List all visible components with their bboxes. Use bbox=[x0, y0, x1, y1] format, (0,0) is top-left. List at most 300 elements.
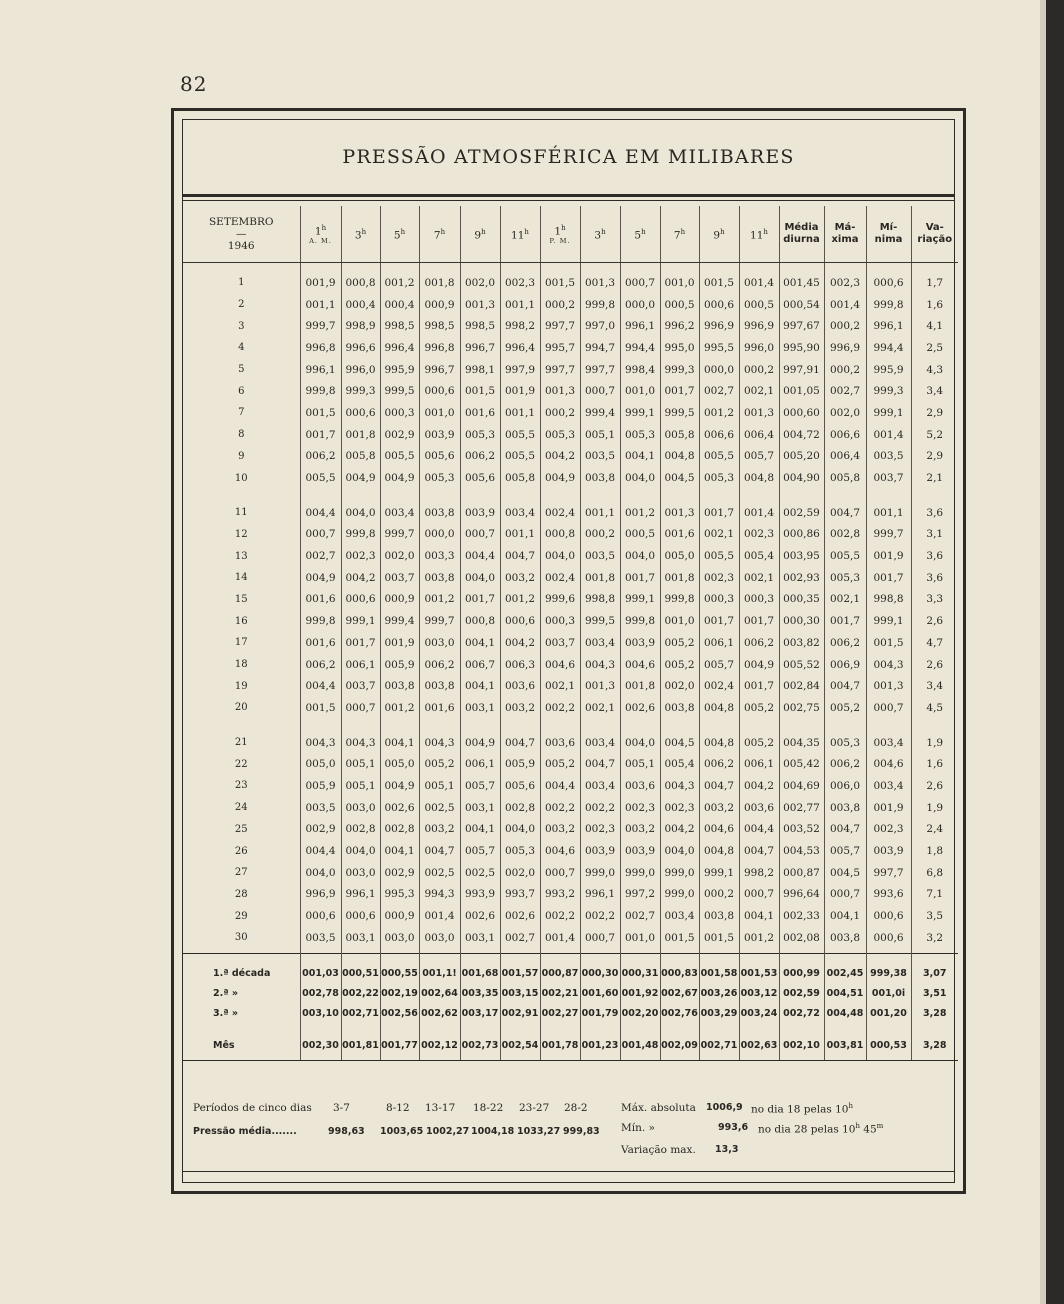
summary-cell: 003,35 bbox=[460, 984, 500, 1004]
table-cell: 004,3 bbox=[341, 723, 380, 754]
variation-label: Variação max. bbox=[621, 1144, 696, 1156]
table-cell: 004,6 bbox=[540, 840, 580, 862]
table-cell: 004,1 bbox=[380, 840, 419, 862]
table-cell: 4,3 bbox=[911, 359, 958, 381]
table-cell: 005,1 bbox=[620, 753, 660, 775]
table-cell: 005,0 bbox=[380, 753, 419, 775]
table-row bbox=[183, 654, 958, 676]
table-cell: 005,1 bbox=[341, 753, 380, 775]
table-cell: 001,9 bbox=[866, 797, 911, 819]
table-cell: 002,5 bbox=[460, 862, 500, 884]
summary-cell: 000,53 bbox=[866, 1024, 911, 1061]
table-cell: 002,0 bbox=[500, 862, 540, 884]
table-cell: 000,54 bbox=[779, 294, 824, 316]
table-cell: 002,9 bbox=[380, 424, 419, 446]
table-cell: 002,3 bbox=[824, 263, 866, 294]
summary-cell: 001,60 bbox=[580, 984, 620, 1004]
table-cell: 004,4 bbox=[300, 493, 341, 524]
table-cell: 996,7 bbox=[419, 359, 460, 381]
summary-cell: 001,03 bbox=[300, 953, 341, 984]
table-cell: 006,2 bbox=[460, 446, 500, 468]
table-cell: 006,2 bbox=[300, 654, 341, 676]
day-number: 11 bbox=[234, 507, 248, 519]
table-cell: 003,9 bbox=[419, 424, 460, 446]
table-cell: 005,8 bbox=[500, 467, 540, 493]
table-cell: 002,7 bbox=[500, 927, 540, 953]
table-cell: 001,5 bbox=[660, 927, 699, 953]
table-cell: 002,2 bbox=[540, 905, 580, 927]
day-number: 26 bbox=[234, 845, 248, 857]
table-cell: 000,6 bbox=[500, 610, 540, 632]
table-cell: 004,8 bbox=[699, 697, 739, 723]
summary-cell: 3,28 bbox=[911, 1004, 958, 1024]
summary-cell: 001,77 bbox=[380, 1024, 419, 1061]
table-cell: 004,2 bbox=[500, 632, 540, 654]
table-cell: 002,75 bbox=[779, 697, 824, 723]
table-cell: 003,8 bbox=[824, 797, 866, 819]
table-cell: 004,5 bbox=[660, 723, 699, 754]
table-row bbox=[183, 862, 958, 884]
day-number: 23 bbox=[234, 780, 248, 792]
table-cell: 006,4 bbox=[824, 446, 866, 468]
table-cell: 998,1 bbox=[460, 359, 500, 381]
table-cell: 000,87 bbox=[779, 862, 824, 884]
table-cell: 996,64 bbox=[779, 884, 824, 906]
table-cell: 000,2 bbox=[739, 359, 779, 381]
table-cell: 1,7 bbox=[911, 263, 958, 294]
table-cell: 005,8 bbox=[341, 446, 380, 468]
table-cell: 005,3 bbox=[500, 840, 540, 862]
summary-cell: 000,30 bbox=[580, 953, 620, 984]
table-cell: 004,0 bbox=[500, 819, 540, 841]
header-month: SETEMBRO — 1946 bbox=[183, 206, 300, 263]
table-cell: 004,4 bbox=[739, 819, 779, 841]
table-cell: 001,6 bbox=[300, 632, 341, 654]
table-title: PRESSÃO ATMOSFÉRICA EM MILIBARES bbox=[342, 146, 795, 168]
table-row bbox=[183, 610, 958, 632]
table-inner-frame bbox=[182, 119, 955, 1183]
table-cell: 004,1 bbox=[620, 446, 660, 468]
table-cell: 000,3 bbox=[699, 589, 739, 611]
table-cell: 003,9 bbox=[620, 840, 660, 862]
table-row bbox=[183, 775, 958, 797]
table-cell: 003,7 bbox=[341, 675, 380, 697]
table-cell: 005,1 bbox=[580, 424, 620, 446]
table-cell: 003,5 bbox=[580, 545, 620, 567]
period-2: 8-12 bbox=[386, 1102, 410, 1114]
table-cell: 002,3 bbox=[580, 819, 620, 841]
header-hour-9: 5$^h$ bbox=[620, 206, 660, 263]
summary-cell: 003,10 bbox=[300, 1004, 341, 1024]
day-number: 12 bbox=[234, 528, 248, 540]
table-cell: 000,2 bbox=[699, 884, 739, 906]
header-hour-10: 7$^h$ bbox=[660, 206, 699, 263]
table-cell: 001,9 bbox=[500, 380, 540, 402]
table-cell: 002,6 bbox=[500, 905, 540, 927]
table-cell: 003,7 bbox=[540, 632, 580, 654]
table-cell: 001,6 bbox=[460, 402, 500, 424]
table-cell: 002,2 bbox=[580, 797, 620, 819]
table-cell: 001,3 bbox=[739, 402, 779, 424]
table-cell: 001,5 bbox=[866, 632, 911, 654]
table-cell: 998,5 bbox=[380, 315, 419, 337]
table-row bbox=[183, 819, 958, 841]
table-cell: 002,1 bbox=[739, 380, 779, 402]
table-cell: 002,84 bbox=[779, 675, 824, 697]
table-cell: 001,1 bbox=[500, 294, 540, 316]
table-cell: 004,90 bbox=[779, 467, 824, 493]
table-cell: 003,6 bbox=[739, 797, 779, 819]
table-cell: 003,4 bbox=[660, 905, 699, 927]
table-cell: 003,2 bbox=[500, 567, 540, 589]
table-cell: 000,7 bbox=[580, 380, 620, 402]
min-detail: no dia 28 pelas 10$^h$ 45$^m$ bbox=[758, 1122, 884, 1136]
table-cell: 006,2 bbox=[699, 753, 739, 775]
table-cell: 999,3 bbox=[660, 359, 699, 381]
table-cell: 002,3 bbox=[620, 797, 660, 819]
table-cell: 994,7 bbox=[580, 337, 620, 359]
table-cell: 993,7 bbox=[500, 884, 540, 906]
table-cell: 004,0 bbox=[300, 862, 341, 884]
table-cell: 3,6 bbox=[911, 567, 958, 589]
summary-cell: 002,22 bbox=[341, 984, 380, 1004]
table-cell: 002,6 bbox=[460, 905, 500, 927]
table-cell: 006,1 bbox=[341, 654, 380, 676]
table-cell: 002,1 bbox=[699, 524, 739, 546]
table-cell: 997,0 bbox=[580, 315, 620, 337]
table-cell: 000,6 bbox=[866, 263, 911, 294]
table-cell: 005,9 bbox=[300, 775, 341, 797]
table-cell: 998,5 bbox=[460, 315, 500, 337]
table-cell: 005,5 bbox=[824, 545, 866, 567]
pressure-label: Pressão média....... bbox=[193, 1126, 297, 1137]
table-cell: 002,3 bbox=[341, 545, 380, 567]
table-cell: 004,1 bbox=[460, 632, 500, 654]
table-cell: 999,5 bbox=[660, 402, 699, 424]
table-cell: 005,2 bbox=[739, 723, 779, 754]
table-cell: 004,9 bbox=[341, 467, 380, 493]
table-cell: 001,7 bbox=[300, 424, 341, 446]
table-cell: 999,0 bbox=[580, 862, 620, 884]
day-number: 21 bbox=[234, 737, 248, 749]
table-cell: 005,9 bbox=[380, 654, 419, 676]
table-cell: 003,82 bbox=[779, 632, 824, 654]
table-cell: 001,3 bbox=[460, 294, 500, 316]
table-cell: 003,5 bbox=[580, 446, 620, 468]
table-cell: 002,77 bbox=[779, 797, 824, 819]
header-variacao: Va- riação bbox=[911, 206, 958, 263]
summary-cell: 002,56 bbox=[380, 1004, 419, 1024]
table-cell: 004,7 bbox=[500, 723, 540, 754]
table-cell: 2,4 bbox=[911, 819, 958, 841]
table-cell: 995,90 bbox=[779, 337, 824, 359]
table-cell: 999,1 bbox=[620, 402, 660, 424]
day-number: 15 bbox=[234, 593, 248, 605]
table-cell: 999,8 bbox=[300, 380, 341, 402]
summary-cell: 000,31 bbox=[620, 953, 660, 984]
table-cell: 004,4 bbox=[460, 545, 500, 567]
table-cell: 004,0 bbox=[460, 567, 500, 589]
table-cell: 3,6 bbox=[911, 545, 958, 567]
table-cell: 006,2 bbox=[300, 446, 341, 468]
table-cell: 001,8 bbox=[419, 263, 460, 294]
table-cell: 003,4 bbox=[580, 723, 620, 754]
decade-summary-row bbox=[183, 984, 958, 1004]
table-cell: 000,7 bbox=[580, 927, 620, 953]
table-cell: 004,7 bbox=[500, 545, 540, 567]
table-cell: 005,1 bbox=[341, 775, 380, 797]
table-cell: 001,5 bbox=[699, 263, 739, 294]
table-cell: 003,8 bbox=[660, 697, 699, 723]
table-cell: 993,9 bbox=[460, 884, 500, 906]
summary-cell: 002,54 bbox=[500, 1024, 540, 1061]
table-cell: 1,9 bbox=[911, 723, 958, 754]
table-cell: 996,4 bbox=[500, 337, 540, 359]
table-cell: 004,0 bbox=[660, 840, 699, 862]
table-cell: 004,8 bbox=[660, 446, 699, 468]
table-cell: 001,4 bbox=[866, 424, 911, 446]
period-6: 28-2 bbox=[564, 1102, 588, 1114]
summary-cell: 001,58 bbox=[699, 953, 739, 984]
decade-summary-row bbox=[183, 953, 958, 984]
table-cell: 004,0 bbox=[341, 840, 380, 862]
table-cell: 002,33 bbox=[779, 905, 824, 927]
pressure-1: 998,63 bbox=[328, 1126, 365, 1137]
table-cell: 001,5 bbox=[300, 697, 341, 723]
table-cell: 994,4 bbox=[866, 337, 911, 359]
table-cell: 006,2 bbox=[824, 632, 866, 654]
header-media-diurna: Média diurna bbox=[779, 206, 824, 263]
table-cell: 004,7 bbox=[824, 675, 866, 697]
table-cell: 005,3 bbox=[824, 723, 866, 754]
table-cell: 999,8 bbox=[866, 294, 911, 316]
table-cell: 996,0 bbox=[739, 337, 779, 359]
table-cell: 004,0 bbox=[540, 545, 580, 567]
period-3: 13-17 bbox=[425, 1102, 456, 1114]
table-cell: 005,2 bbox=[419, 753, 460, 775]
table-cell: 001,8 bbox=[341, 424, 380, 446]
table-cell: 005,42 bbox=[779, 753, 824, 775]
table-cell: 005,0 bbox=[300, 753, 341, 775]
table-cell: 997,91 bbox=[779, 359, 824, 381]
table-cell: 002,2 bbox=[540, 697, 580, 723]
summary-label: 2.ª » bbox=[213, 988, 239, 1000]
table-cell: 004,6 bbox=[540, 654, 580, 676]
table-cell: 999,7 bbox=[866, 524, 911, 546]
table-row bbox=[183, 753, 958, 775]
periods-label: Períodos de cinco dias bbox=[193, 1102, 312, 1114]
summary-cell: 000,87 bbox=[540, 953, 580, 984]
table-cell: 005,7 bbox=[460, 840, 500, 862]
table-cell: 001,9 bbox=[866, 545, 911, 567]
table-cell: 003,52 bbox=[779, 819, 824, 841]
pressure-6: 999,83 bbox=[563, 1126, 600, 1137]
summary-cell: 000,99 bbox=[779, 953, 824, 984]
table-cell: 002,8 bbox=[824, 524, 866, 546]
table-cell: 996,4 bbox=[380, 337, 419, 359]
table-cell: 004,3 bbox=[660, 775, 699, 797]
table-frame bbox=[171, 108, 966, 1194]
table-row bbox=[183, 589, 958, 611]
table-cell: 002,7 bbox=[824, 380, 866, 402]
summary-cell: 002,10 bbox=[779, 1024, 824, 1061]
table-cell: 2,6 bbox=[911, 654, 958, 676]
pressure-5: 1033,27 bbox=[517, 1126, 561, 1137]
table-cell: 004,35 bbox=[779, 723, 824, 754]
table-cell: 003,6 bbox=[620, 775, 660, 797]
table-cell: 002,3 bbox=[660, 797, 699, 819]
table-cell: 000,6 bbox=[419, 380, 460, 402]
table-cell: 996,8 bbox=[300, 337, 341, 359]
summary-cell: 001,23 bbox=[580, 1024, 620, 1061]
table-cell: 995,9 bbox=[866, 359, 911, 381]
table-cell: 001,0 bbox=[620, 927, 660, 953]
table-cell: 001,3 bbox=[866, 675, 911, 697]
day-number: 16 bbox=[234, 615, 248, 627]
table-cell: 995,0 bbox=[660, 337, 699, 359]
table-cell: 000,9 bbox=[419, 294, 460, 316]
table-cell: 999,7 bbox=[380, 524, 419, 546]
table-row bbox=[183, 632, 958, 654]
table-row bbox=[183, 927, 958, 953]
table-cell: 998,5 bbox=[419, 315, 460, 337]
day-number: 10 bbox=[234, 472, 248, 484]
summary-label: Mês bbox=[183, 1024, 300, 1061]
summary-cell: 001,48 bbox=[620, 1024, 660, 1061]
table-cell: 006,2 bbox=[419, 654, 460, 676]
table-cell: 996,8 bbox=[419, 337, 460, 359]
table-cell: 4,5 bbox=[911, 697, 958, 723]
title-rule-thin bbox=[183, 200, 954, 201]
day-number: 7 bbox=[238, 407, 245, 419]
table-row bbox=[183, 380, 958, 402]
table-cell: 004,1 bbox=[824, 905, 866, 927]
table-cell: 998,2 bbox=[500, 315, 540, 337]
table-cell: 000,6 bbox=[341, 905, 380, 927]
day-number: 6 bbox=[238, 385, 245, 397]
month-summary-row bbox=[183, 1024, 958, 1061]
pressure-3: 1002,27 bbox=[426, 1126, 470, 1137]
table-cell: 997,9 bbox=[500, 359, 540, 381]
table-cell: 003,0 bbox=[341, 862, 380, 884]
table-cell: 004,9 bbox=[540, 467, 580, 493]
table-row bbox=[183, 315, 958, 337]
table-cell: 999,0 bbox=[660, 884, 699, 906]
table-cell: 000,6 bbox=[866, 905, 911, 927]
table-cell: 005,8 bbox=[660, 424, 699, 446]
table-cell: 7,1 bbox=[911, 884, 958, 906]
header-minima: Mí- nima bbox=[866, 206, 911, 263]
table-cell: 998,2 bbox=[739, 862, 779, 884]
table-cell: 002,3 bbox=[866, 819, 911, 841]
table-cell: 003,8 bbox=[824, 927, 866, 953]
table-cell: 000,7 bbox=[620, 263, 660, 294]
scanner-border bbox=[1046, 0, 1064, 1304]
table-cell: 005,5 bbox=[380, 446, 419, 468]
min-label: Mín. » bbox=[621, 1122, 655, 1134]
table-cell: 004,7 bbox=[419, 840, 460, 862]
table-cell: 004,8 bbox=[739, 467, 779, 493]
table-cell: 000,6 bbox=[866, 927, 911, 953]
table-cell: 001,2 bbox=[620, 493, 660, 524]
table-cell: 005,0 bbox=[660, 545, 699, 567]
table-cell: 003,1 bbox=[460, 797, 500, 819]
table-cell: 997,67 bbox=[779, 315, 824, 337]
table-cell: 001,6 bbox=[419, 697, 460, 723]
table-cell: 005,1 bbox=[419, 775, 460, 797]
table-cell: 005,2 bbox=[739, 697, 779, 723]
table-row bbox=[183, 263, 958, 294]
table-cell: 001,7 bbox=[699, 610, 739, 632]
table-cell: 002,8 bbox=[380, 819, 419, 841]
table-row bbox=[183, 402, 958, 424]
table-cell: 001,5 bbox=[699, 927, 739, 953]
table-cell: 996,9 bbox=[824, 337, 866, 359]
table-cell: 000,6 bbox=[300, 905, 341, 927]
table-cell: 4,7 bbox=[911, 632, 958, 654]
table-cell: 001,2 bbox=[419, 589, 460, 611]
table-cell: 003,3 bbox=[419, 545, 460, 567]
day-number: 30 bbox=[234, 932, 248, 944]
table-cell: 005,2 bbox=[660, 654, 699, 676]
table-cell: 994,4 bbox=[620, 337, 660, 359]
day-number: 1 bbox=[238, 277, 245, 289]
period-5: 23-27 bbox=[519, 1102, 550, 1114]
table-cell: 004,69 bbox=[779, 775, 824, 797]
table-cell: 001,1 bbox=[580, 493, 620, 524]
table-cell: 002,8 bbox=[500, 797, 540, 819]
table-cell: 000,86 bbox=[779, 524, 824, 546]
table-cell: 005,3 bbox=[620, 424, 660, 446]
table-cell: 005,9 bbox=[500, 753, 540, 775]
summary-cell: 3,07 bbox=[911, 953, 958, 984]
table-cell: 001,8 bbox=[580, 567, 620, 589]
table-cell: 006,0 bbox=[824, 775, 866, 797]
table-cell: 001,4 bbox=[739, 263, 779, 294]
table-cell: 001,7 bbox=[739, 610, 779, 632]
table-cell: 999,8 bbox=[341, 524, 380, 546]
table-cell: 001,7 bbox=[739, 675, 779, 697]
variation-value: 13,3 bbox=[715, 1144, 739, 1155]
table-cell: 000,5 bbox=[739, 294, 779, 316]
table-cell: 003,7 bbox=[866, 467, 911, 493]
table-cell: 002,1 bbox=[824, 589, 866, 611]
table-cell: 000,3 bbox=[739, 589, 779, 611]
day-number: 14 bbox=[234, 572, 248, 584]
table-cell: 004,53 bbox=[779, 840, 824, 862]
table-cell: 1,6 bbox=[911, 753, 958, 775]
table-cell: 002,93 bbox=[779, 567, 824, 589]
period-1: 3-7 bbox=[333, 1102, 350, 1114]
table-cell: 999,3 bbox=[341, 380, 380, 402]
table-cell: 005,6 bbox=[500, 775, 540, 797]
table-cell: 001,4 bbox=[739, 493, 779, 524]
table-cell: 001,2 bbox=[380, 697, 419, 723]
table-cell: 995,5 bbox=[699, 337, 739, 359]
table-cell: 997,7 bbox=[580, 359, 620, 381]
period-4: 18-22 bbox=[473, 1102, 504, 1114]
day-number: 8 bbox=[238, 429, 245, 441]
header-hour-3: 5$^h$ bbox=[380, 206, 419, 263]
min-value: 993,6 bbox=[718, 1122, 749, 1133]
table-cell: 001,2 bbox=[380, 263, 419, 294]
header-hour-5: 9$^h$ bbox=[460, 206, 500, 263]
table-cell: 002,3 bbox=[739, 524, 779, 546]
table-cell: 003,2 bbox=[419, 819, 460, 841]
table-cell: 000,5 bbox=[620, 524, 660, 546]
table-cell: 004,7 bbox=[739, 840, 779, 862]
table-cell: 001,7 bbox=[341, 632, 380, 654]
